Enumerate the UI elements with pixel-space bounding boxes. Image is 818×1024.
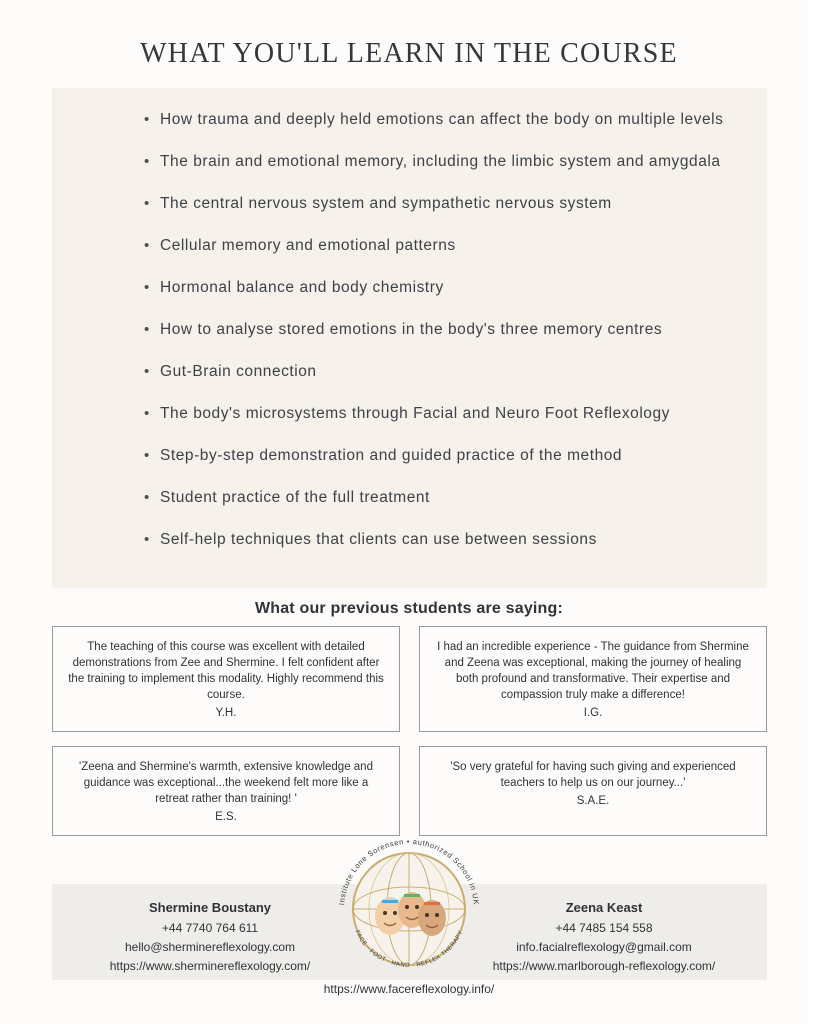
testimonials-heading: What our previous students are saying: (254, 600, 564, 617)
instructor-phone: +44 7740 764 611 (161, 921, 259, 935)
list-item (82, 150, 737, 174)
list-item-text: How to analyse stored emotions in the body's three memory centres (160, 321, 663, 338)
list-item-text: Step-by-step demonstration and guided practice of the method (160, 447, 623, 464)
testimonial-quote: The teaching of this course was excellent with detailed demonstrations from Zee and Shermine. I felt confident after the training to implement this modality. Highly recommend this course. (68, 641, 384, 701)
badge-top-text: Institute Lone Sorensen • authorized School in UK (337, 836, 481, 906)
footer-contact-right (459, 898, 749, 976)
list-item (82, 276, 737, 300)
list-item (82, 192, 737, 216)
testimonial-author: S.A.E. (576, 795, 610, 807)
instructor-email[interactable]: info.facialreflexology@gmail.com (516, 940, 692, 954)
list-item (82, 444, 737, 468)
list-item (82, 234, 737, 258)
bullet-icon: • (144, 447, 150, 464)
testimonial-author: Y.H. (215, 707, 237, 719)
list-item (82, 108, 737, 132)
curriculum-panel (52, 88, 767, 588)
list-item (82, 360, 737, 384)
list-item (82, 528, 737, 552)
bullet-icon: • (144, 111, 150, 128)
list-item-text: Self-help techniques that clients can use between sessions (160, 531, 597, 548)
testimonial-card (52, 746, 400, 836)
list-item-text: Student practice of the full treatment (160, 489, 430, 506)
bullet-icon: • (144, 195, 150, 212)
bullet-icon: • (144, 153, 150, 170)
list-item-text: The body's microsystems through Facial and Neuro Foot Reflexology (160, 405, 670, 422)
badge-bottom-text: FACE · FOOT · HAND · REFLEX THERAPY (353, 929, 465, 970)
bullet-icon: • (144, 321, 150, 338)
instructor-website[interactable]: https://www.marlborough-reflexology.com/ (492, 959, 716, 973)
testimonial-quote: 'Zeena and Shermine's warmth, extensive knowledge and guidance was exceptional...the weekend felt more like a retreat rather than training! ' (79, 761, 373, 805)
page-title: WHAT YOU'LL LEARN IN THE COURSE (140, 38, 678, 69)
instructor-name: Shermine Boustany (148, 900, 272, 915)
globe-icon (324, 824, 494, 994)
testimonial-author: E.S. (215, 811, 237, 823)
testimonials-row (52, 746, 767, 836)
page-right-margin (808, 0, 818, 1024)
bullet-icon: • (144, 489, 150, 506)
testimonial-quote: I had an incredible experience - The guidance from Shermine and Zeena was exceptional, making the journey of healing both profound and transformative. Their expertise and compassion truly make a difference! (437, 641, 749, 701)
list-item-text: Hormonal balance and body chemistry (160, 279, 444, 296)
main-website-link[interactable]: https://www.facereflexology.info/ (323, 982, 495, 996)
instructor-email[interactable]: hello@sherminereflexology.com (124, 940, 296, 954)
list-item (82, 402, 737, 426)
list-item-text: How trauma and deeply held emotions can affect the body on multiple levels (160, 111, 724, 128)
bullet-icon: • (144, 405, 150, 422)
testimonial-quote: 'So very grateful for having such giving and experienced teachers to help us on our journey...' (450, 761, 736, 789)
bullet-icon: • (144, 279, 150, 296)
testimonial-card (419, 626, 767, 732)
list-item-text: The brain and emotional memory, including the limbic system and amygdala (160, 153, 721, 170)
instructor-website[interactable]: https://www.sherminereflexology.com/ (109, 959, 311, 973)
testimonial-card (419, 746, 767, 836)
footer-contact-left (70, 898, 350, 976)
instructor-phone: +44 7485 154 558 (555, 921, 653, 935)
testimonials-grid (52, 626, 767, 850)
testimonial-author: I.G. (583, 707, 603, 719)
list-item (82, 486, 737, 510)
list-item-text: Cellular memory and emotional patterns (160, 237, 456, 254)
bullet-icon: • (144, 531, 150, 548)
bullet-icon: • (144, 363, 150, 380)
testimonial-card (52, 626, 400, 732)
school-logo-badge (324, 824, 494, 994)
bullet-icon: • (144, 237, 150, 254)
list-item-text: Gut-Brain connection (160, 363, 317, 380)
instructor-name: Zeena Keast (565, 900, 643, 915)
testimonials-row (52, 626, 767, 732)
list-item (82, 318, 737, 342)
list-item-text: The central nervous system and sympathetic nervous system (160, 195, 612, 212)
